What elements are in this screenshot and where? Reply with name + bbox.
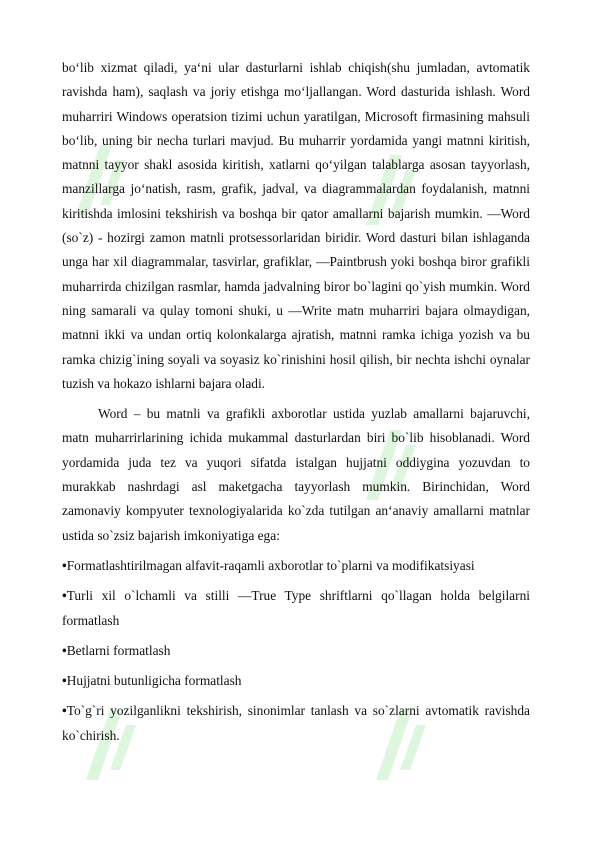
bullet-icon: •	[62, 557, 67, 573]
paragraph-word-overview: bo‘lib xizmat qiladi, ya‘ni ular dasturlarni ishlab chiqish(shu jumladan, avtomatik ravishda ham), saqlash va joriy etishga mo‘ljallangan. Word dasturida ishlash. Word muharriri Windows operatsion tizimi uchun yaratilgan, Microsoft firmasining mahsuli bo‘lib, uning bir necha turlari mavjud. Bu muharrir yordamida yangi matnni kiritish, matnni tayyor shakl asosida kiritish, xatlarni qo‘yilgan talablarga asosan tayyorlash, manzillarga jo‘natish, rasm, grafik, jadval, va diagrammalardan foydalanish, matnni kiritishda imlosini tekshirish va boshqa bir qator amallarni bajarish mumkin. ―Word (so`z) - hozirgi zamon matnli protsessorlaridan biridir. Word dasturi bilan ishlaganda unga har xil diagrammalar, tasvirlar, grafiklar, ―Paintbrush yoki boshqa biror grafikli muharrirda chizilgan rasmlar, hamda jadvalning biror bo`lagini qo`yish mumkin. Word ning samarali va qulay tomoni shuki, u ―Write matn muharriri bajara olmaydigan, matnni ikki va undan ortiq kolonkalarga ajratish, matnni ramka ichiga yozish va bu ramka chizig`ining soyali va soyasiz ko`rinishini hosil qilish, bir nechta ishchi oynalar tuzish va hokazo ishlarni bajara oladi.	[62, 60, 530, 391]
document-body	[62, 56, 530, 748]
list-item: •Hujjatni butunligicha formatlash	[62, 673, 242, 689]
list-item: •Betlarni formatlash	[62, 642, 171, 658]
bullet-icon: •	[62, 703, 67, 719]
list-item: •To`g`ri yozilganlikni tekshirish, sinonimlar tanlash va so`zlarni avtomatik ravishda ko`chirish.	[62, 703, 530, 743]
list-item: •Formatlashtirilmagan alfavit-raqamli axborotlar to`plarni va modifikatsiyasi	[62, 557, 475, 573]
bullet-icon: •	[62, 642, 67, 658]
list-item: •Turli xil o`lchamli va stilli ―True Type shriftlarni qo`llagan holda belgilarni formatlash	[62, 588, 530, 628]
paragraph-word-definition: Word – bu matnli va grafikli axborotlar ustida yuzlab amallarni bajaruvchi, matn muharrirlarining ichida mukammal dasturlardan biri bo`lib hisoblanadi. Word yordamida juda tez va yuqori sifatda istalgan hujjatni oddiygina yozuvdan to murakkab nashrdagi asl maketgacha tayyorlash mumkin. Birinchidan, Word zamonaviy kompyuter texnologiyalarida ko`zda tutilgan an‘anaviy amallarni matnlar ustida so`zsiz bajarish imkoniyatiga ega:	[62, 406, 530, 543]
bullet-icon: •	[62, 588, 67, 604]
bullet-icon: •	[62, 673, 67, 689]
